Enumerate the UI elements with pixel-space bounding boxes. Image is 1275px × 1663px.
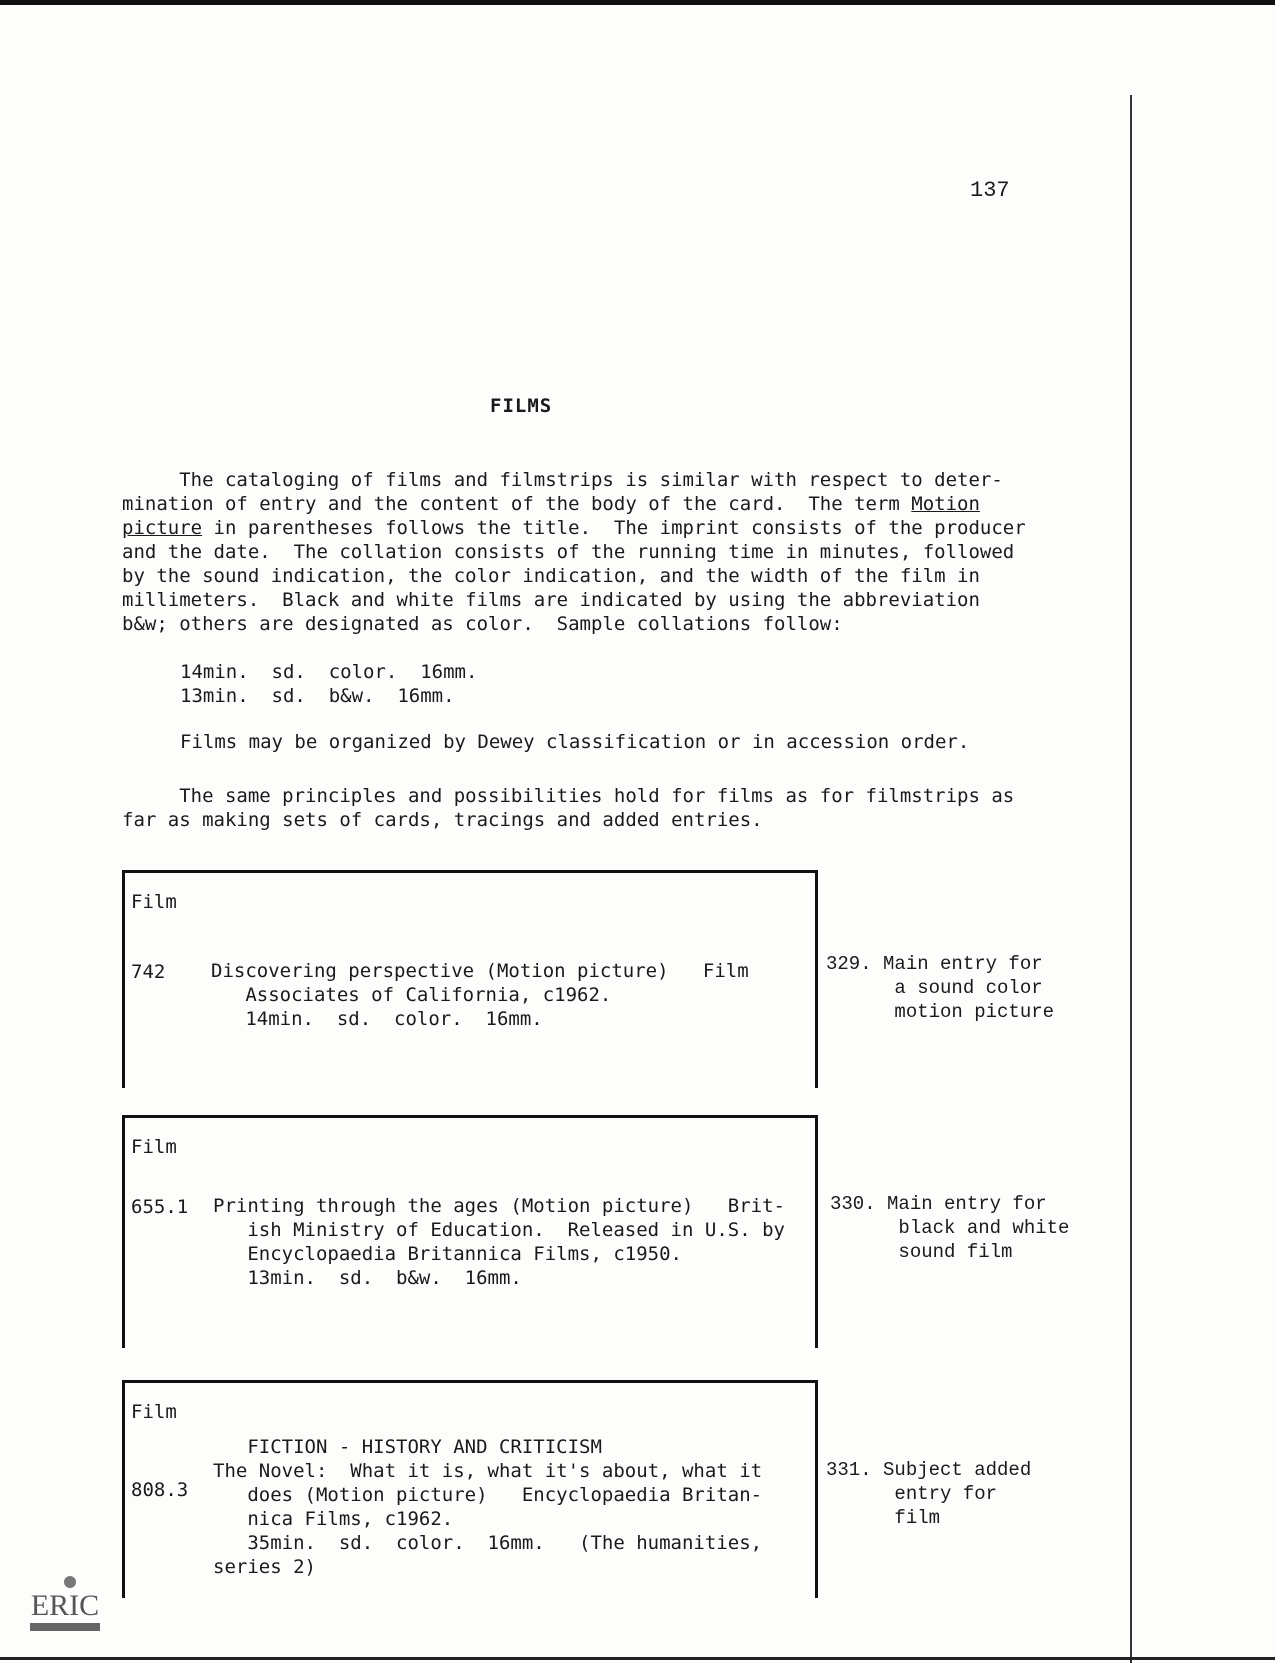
intro-line-3: in parentheses follows the title. The imprint consists of the producer [202,517,1026,539]
eric-logo-text: ERIC [30,1589,100,1622]
card-caption-329: 329. Main entry for a sound color motion picture [826,953,1055,1023]
intro-line-4: and the date. The collation consists of the running time in minutes, followed [122,541,1015,563]
intro-line-2: mination of entry and the content of the body of the card. The term [122,493,912,515]
card-entry-text: Printing through the ages (Motion picture) Brit- ish Ministry of Education. Released in U.S. by Encyclopaedia Britannica Films, c1950. 13min. sd. b&w. 16mm. [213,1195,785,1289]
intro-line-5: by the sound indication, the color indication, and the width of the film in [122,565,980,587]
intro-paragraph [122,468,1042,636]
sample-collation-1: 14min. sd. color. 16mm. [180,661,478,683]
card-entry-text: Discovering perspective (Motion picture) Film Associates of California, c1962. 14min. sd. color. 16mm. [211,960,749,1030]
card-media-label: Film [131,1401,177,1423]
eric-logo-bar [30,1623,100,1631]
card-media-label: Film [131,1136,177,1158]
page-number: 137 [970,178,1010,203]
intro-line-1: The cataloging of films and filmstrips is similar with respect to deter- [122,469,1003,491]
scan-top-edge [0,0,1275,5]
intro-line-6: millimeters. Black and white films are indicated by using the abbreviation [122,589,980,611]
principles-paragraph: The same principles and possibilities hold for films as for filmstrips as far as making sets of cards, tracings and added entries. [122,785,1015,831]
card-media-label: Film [131,891,177,913]
underlined-term-picture: picture [122,517,203,539]
intro-line-7: b&w; others are designated as color. Sample collations follow: [122,613,843,635]
section-heading: FILMS [490,395,553,417]
card-call-number: 655.1 [131,1196,189,1218]
sample-collation-2: 13min. sd. b&w. 16mm. [180,685,455,707]
scan-bottom-edge [0,1657,1275,1660]
card-caption-330: 330. Main entry for black and white sound film [830,1193,1070,1263]
organization-paragraph: Films may be organized by Dewey classification or in accession order. [180,731,970,753]
catalog-card-329 [122,870,818,1088]
card-call-number: 808.3 [131,1479,189,1501]
catalog-card-330 [122,1115,818,1348]
underlined-term-motion: Motion [911,493,980,515]
scan-right-edge [1130,95,1132,1663]
card-call-number: 742 [131,961,166,983]
card-caption-331: 331. Subject added entry for film [826,1459,1032,1529]
catalog-card-331 [122,1380,818,1598]
eric-logo [30,1575,100,1635]
card-entry-text: FICTION - HISTORY AND CRITICISM The Novel: What it is, what it's about, what it does (Motion picture) Encyclopaedia Britan- nica Films, c1962. 35min. sd. color. 16mm. (The humanities, series 2) [213,1436,763,1578]
